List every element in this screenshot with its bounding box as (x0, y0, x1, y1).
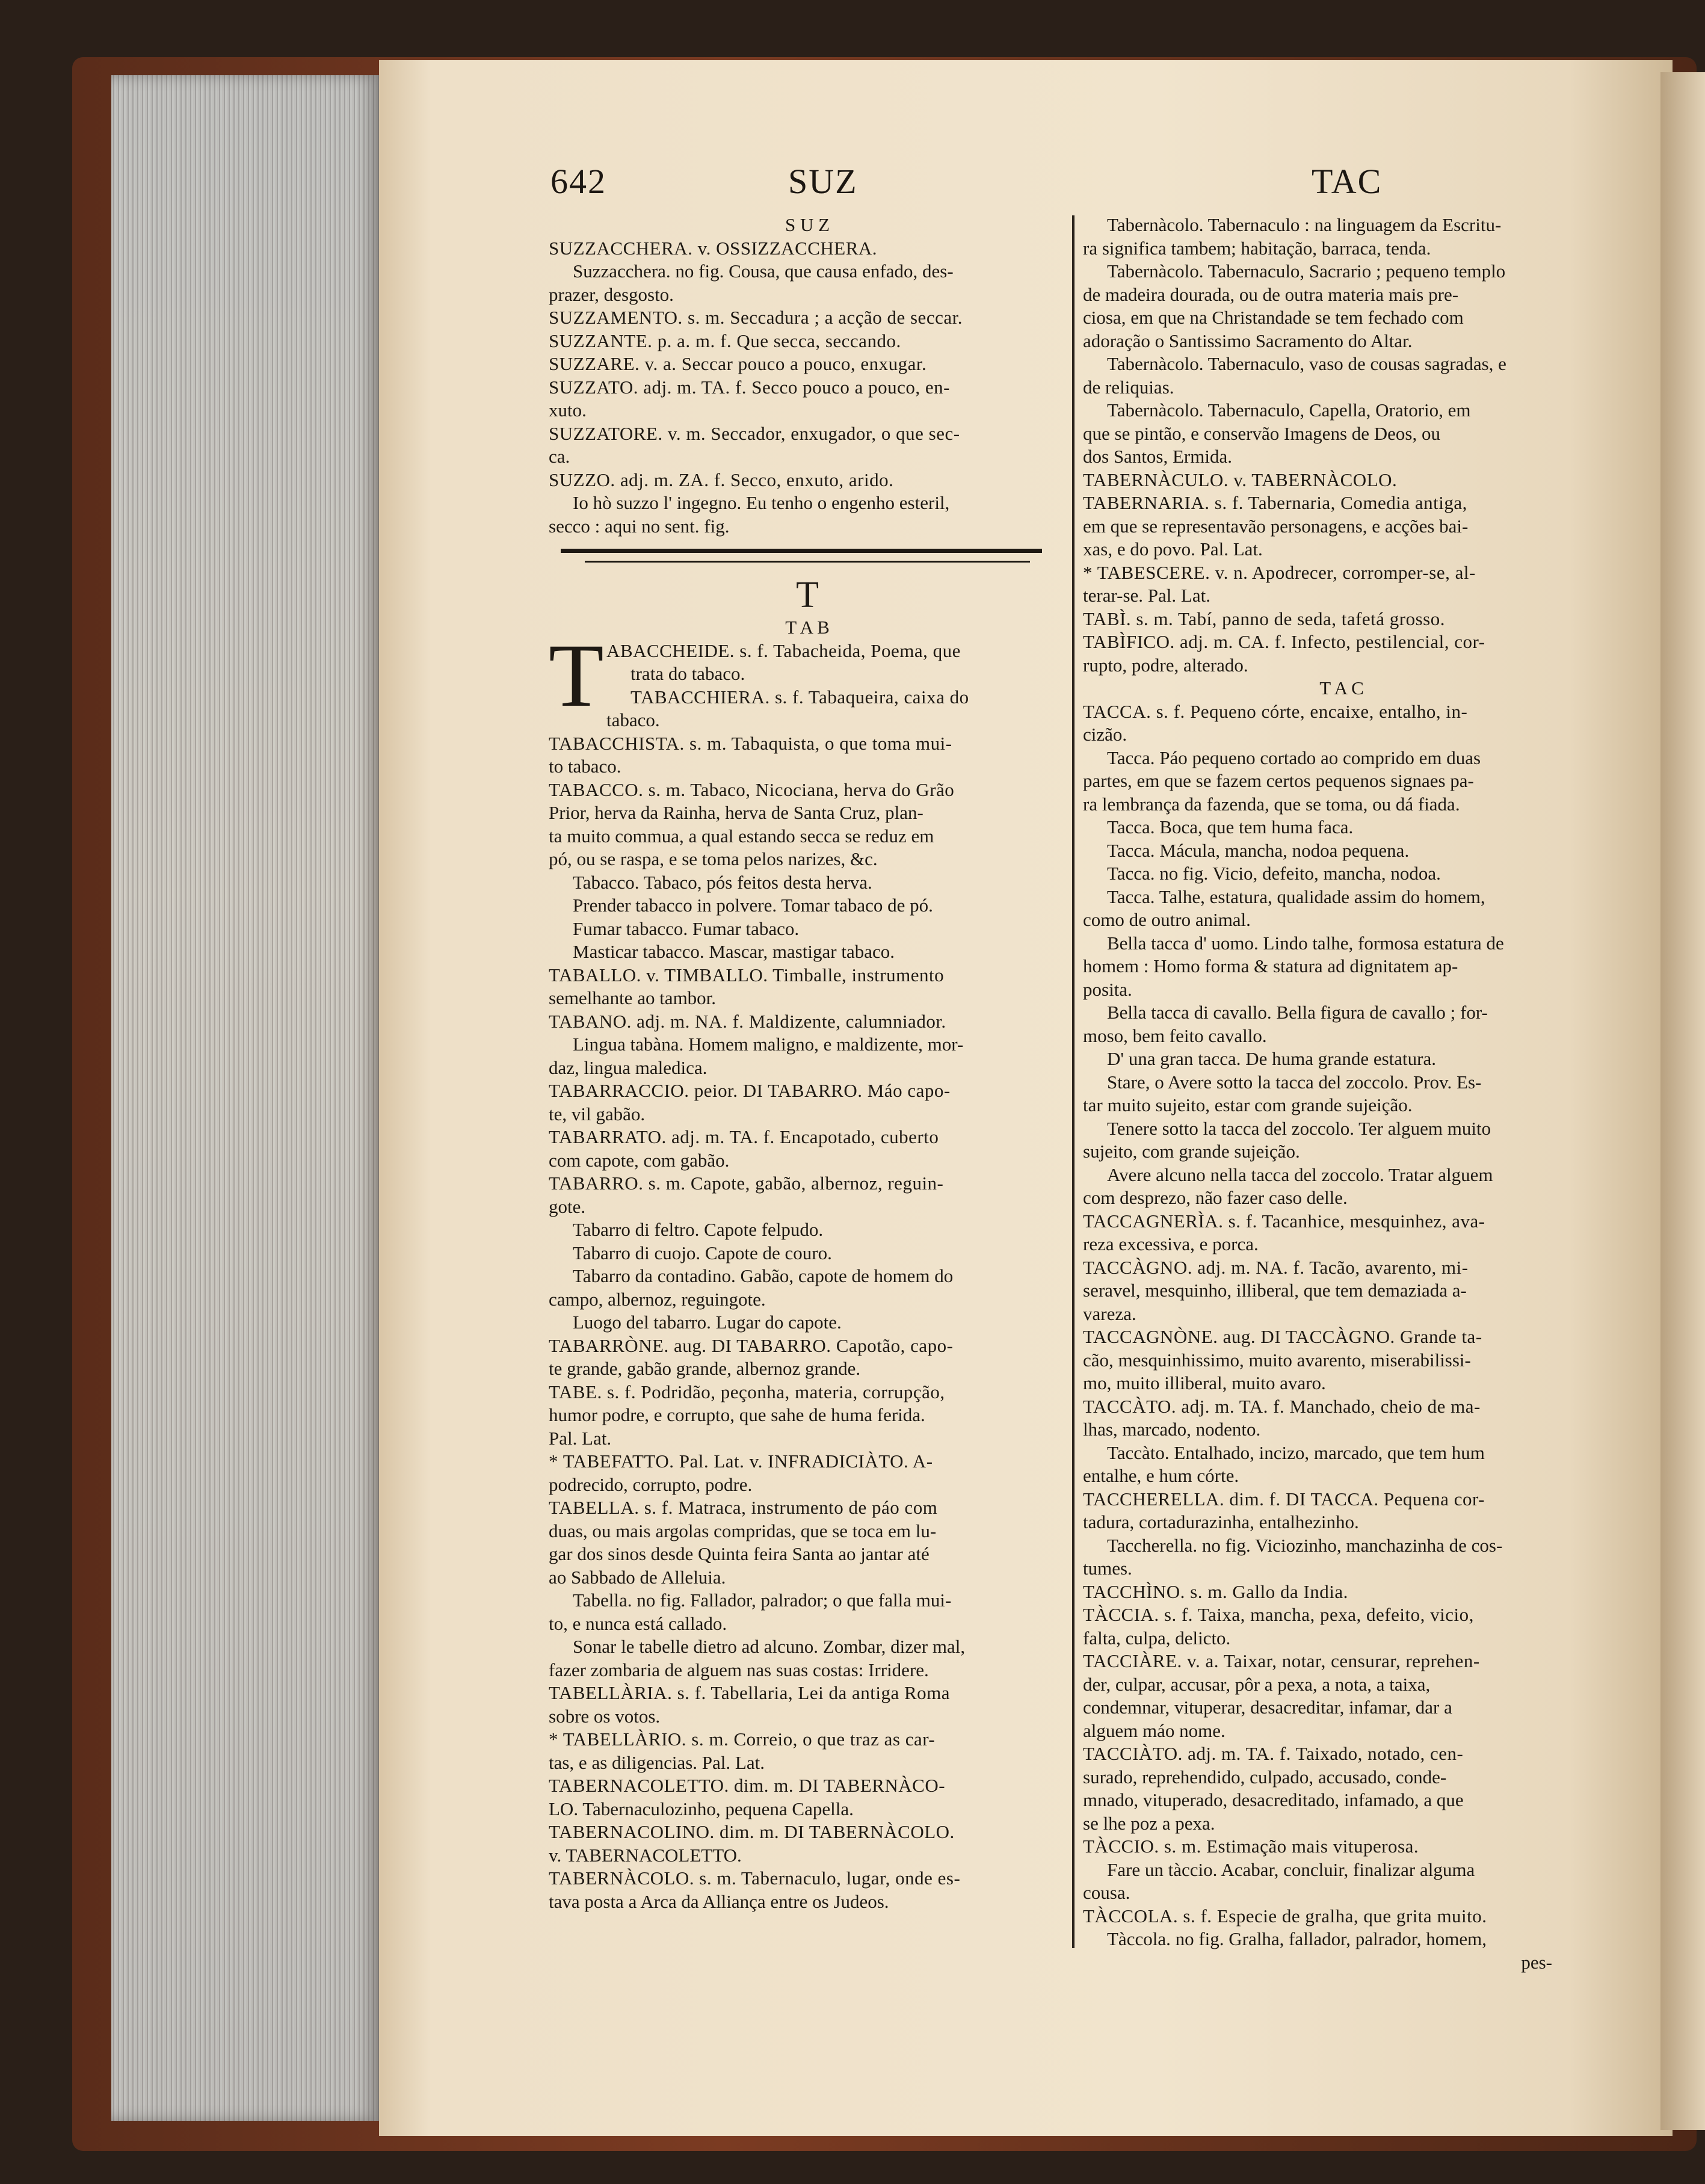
entry-line: terar-se. Pal. Lat. (1083, 585, 1210, 606)
entry-line: TACCAGNÒNE. aug. DI TACCÀGNO. Grande ta- (1083, 1326, 1482, 1347)
entry-line: de reliquias. (1083, 376, 1174, 398)
entry-line: Stare, o Avere sotto la tacca del zoccolo. Prov. Es- (1107, 1071, 1482, 1093)
entry-line: SUZZATORE. v. m. Seccador, enxugador, o que sec- (549, 422, 960, 444)
entry-line: * TABESCERE. v. n. Apodrecer, corromper-se, al- (1083, 561, 1476, 583)
entry-line: ca. (549, 446, 570, 467)
entry-line: TABERNÀCULO. v. TABERNÀCOLO. (1083, 469, 1398, 490)
entry-line: der, culpar, accusar, pôr a pexa, a nota, a taixa, (1083, 1673, 1431, 1695)
entry-line: podrecido, corrupto, podre. (549, 1473, 753, 1495)
entry-line: sujeito, com grande sujeição. (1083, 1141, 1300, 1162)
section-heading: T A B (785, 617, 830, 638)
entry-line: semelhante ao tambor. (549, 987, 717, 1008)
entry-line: TACCA. s. f. Pequeno córte, encaixe, entalho, in- (1083, 700, 1468, 722)
entry-line: Tacca. Boca, que tem huma faca. (1107, 816, 1354, 838)
entry-line: Tacca. Páo pequeno cortado ao comprido em duas (1107, 747, 1481, 768)
entry-line: SUZZARE. v. a. Seccar pouco a pouco, enxugar. (549, 353, 927, 374)
entry-line: condemnar, vituperar, desacreditar, infamar, dar a (1083, 1697, 1452, 1718)
entry-line: pó, ou se raspa, e se toma pelos narizes, &c. (549, 848, 878, 869)
entry-line: TABELLÀRIA. s. f. Tabellaria, Lei da antiga Roma (549, 1682, 951, 1703)
entry-line: to, e nunca está callado. (549, 1612, 727, 1634)
entry-line: se lhe poz a pexa. (1083, 1812, 1215, 1834)
entry-line: que se pintão, e conservão Imagens de Deos, ou (1083, 422, 1440, 444)
entry-line: TÀCCIO. s. m. Estimação mais vituperosa. (1083, 1836, 1419, 1857)
entry-line: Io hò suzzo l' ingegno. Eu tenho o engenho esteril, (573, 492, 950, 513)
entry-line: humor podre, e corrupto, que sahe de huma ferida. (549, 1404, 925, 1425)
drop-cap-letter: T (549, 625, 604, 726)
entry-line: ao Sabbado de Alleluia. (549, 1566, 726, 1588)
entry-line: Tabarro di cuojo. Capote de couro. (573, 1242, 832, 1263)
section-heading: T A C (1319, 677, 1364, 699)
entry-line: posita. (1083, 978, 1132, 1000)
entry-line: Luogo del tabarro. Lugar do capote. (573, 1312, 842, 1333)
entry-line: com capote, com gabão. (549, 1149, 730, 1171)
entry-line: Tabella. no fig. Fallador, palrador; o que falla mui- (573, 1590, 952, 1611)
entry-line: Masticar tabacco. Mascar, mastigar tabaco. (573, 941, 895, 962)
entry-line: Bella tacca d' uomo. Lindo talhe, formosa estatura de (1107, 932, 1504, 954)
entry-line: xas, e do povo. Pal. Lat. (1083, 538, 1263, 560)
section-heading: S U Z (785, 214, 830, 235)
entry-line: TABERNARIA. s. f. Tabernaria, Comedia antiga, (1083, 492, 1467, 513)
entry-line: TÀCCIA. s. f. Taixa, mancha, pexa, defeito, vicio, (1083, 1604, 1474, 1625)
entry-line: TABÌ. s. m. Tabí, panno de seda, tafetá grosso. (1083, 608, 1445, 629)
entry-line: Tabernàcolo. Tabernaculo, vaso de cousas sagradas, e (1107, 353, 1506, 374)
entry-line: Taccàto. Entalhado, incizo, marcado, que tem hum (1107, 1442, 1485, 1463)
entry-line: TACCHÌNO. s. m. Gallo da India. (1083, 1581, 1348, 1602)
entry-line: Lingua tabàna. Homem maligno, e maldizente, mor- (573, 1034, 964, 1055)
entry-line: pes- (1521, 1951, 1552, 1973)
entry-line: SUZZANTE. p. a. m. f. Que secca, seccando. (549, 330, 901, 351)
entry-line: TABACCHIERA. s. f. Tabaqueira, caixa do (631, 686, 969, 708)
entry-line: to tabaco. (549, 756, 621, 777)
entry-line: sobre os votos. (549, 1705, 661, 1727)
letter-heading: T (796, 575, 819, 615)
entry-line: cão, mesquinhissimo, muito avarento, miserabilissi- (1083, 1349, 1471, 1371)
entry-line: SUZZATO. adj. m. TA. f. Secco pouco a pouco, en- (549, 376, 950, 398)
entry-line: Sonar le tabelle dietro ad alcuno. Zombar, dizer mal, (573, 1636, 966, 1657)
entry-line: fazer zombaria de alguem nas suas costas: Irridere. (549, 1659, 929, 1680)
entry-line: TABÌFICO. adj. m. CA. f. Infecto, pestilencial, cor- (1083, 631, 1485, 652)
entry-line: TABERNACOLETTO. dim. m. DI TABERNÀCO- (549, 1775, 946, 1796)
entry-line: Bella tacca di cavallo. Bella figura de cavallo ; for- (1107, 1002, 1488, 1023)
entry-line: cizão. (1083, 724, 1127, 745)
entry-line: * TABELLÀRIO. s. m. Correio, o que traz as car- (549, 1729, 936, 1750)
entry-line: TABARRACCIO. peior. DI TABARRO. Máo capo- (549, 1080, 951, 1101)
entry-line: daz, lingua maledica. (549, 1057, 708, 1078)
entry-line: SUZZACCHERA. v. OSSIZZACCHERA. (549, 237, 878, 259)
entry-line: secco : aqui no sent. fig. (549, 515, 730, 537)
entry-line: Tabernàcolo. Tabernaculo, Capella, Oratorio, em (1107, 399, 1471, 421)
entry-line: campo, albernoz, reguingote. (549, 1288, 766, 1310)
entry-line: TACCAGNERÌA. s. f. Tacanhice, mesquinhez, ava- (1083, 1210, 1485, 1232)
section-separator (549, 538, 1066, 574)
entry-line: TABACCO. s. m. Tabaco, Nicociana, herva do Grão (549, 779, 955, 800)
entry-line: Taccherella. no fig. Viciozinho, manchazinha de cos- (1107, 1534, 1503, 1556)
entry-line: TACCIÀTO. adj. m. TA. f. Taixado, notado, cen- (1083, 1743, 1464, 1764)
page-block-edge (111, 75, 382, 2121)
entry-line: falta, culpa, delicto. (1083, 1627, 1231, 1649)
entry-line: Tabernàcolo. Tabernaculo, Sacrario ; pequeno templo (1107, 261, 1506, 282)
entry-line: adoração o Santissimo Sacramento do Altar. (1083, 330, 1413, 351)
entry-line: Tabernàcolo. Tabernaculo : na linguagem da Escritu- (1107, 214, 1502, 235)
entry-line: de madeira dourada, ou de outra materia mais pre- (1083, 283, 1459, 305)
entry-line: gote. (549, 1195, 586, 1217)
entry-line: mo, muito illiberal, muito avaro. (1083, 1372, 1326, 1393)
entry-line: seravel, mesquinho, illiberal, que tem demaziada a- (1083, 1280, 1467, 1301)
column-divider (1072, 215, 1074, 1948)
entry-line: TACCHERELLA. dim. f. DI TACCA. Pequena cor- (1083, 1488, 1485, 1510)
right-guide-word: TAC (1312, 162, 1383, 201)
entry-line: rupto, podre, alterado. (1083, 654, 1248, 676)
entry-line: prazer, desgosto. (549, 283, 674, 305)
left-guide-word: SUZ (788, 162, 858, 201)
entry-line: Tabarro da contadino. Gabão, capote de homem do (573, 1265, 954, 1286)
entry-line: D' una gran tacca. De huma grande estatura. (1107, 1048, 1436, 1069)
entry-line: Fare un tàccio. Acabar, concluir, finalizar alguma (1107, 1859, 1475, 1880)
dropcap-entry (549, 625, 1066, 732)
entry-line: te grande, gabão grande, albernoz grande. (549, 1358, 861, 1379)
entry-line: cousa. (1083, 1882, 1130, 1903)
entry-line: TABELLA. s. f. Matraca, instrumento de páo com (549, 1497, 938, 1518)
entry-line: partes, em que se fazem certos pequenos signaes pa- (1083, 770, 1474, 791)
entry-line: Tabacco. Tabaco, pós feitos desta herva. (573, 871, 872, 893)
entry-line: duas, ou mais argolas compridas, que se toca em lu- (549, 1520, 937, 1541)
entry-line: com desprezo, não fazer caso delle. (1083, 1187, 1348, 1208)
entry-line: tava posta a Arca da Alliança entre os Judeos. (549, 1890, 889, 1912)
entry-line: vareza. (1083, 1303, 1136, 1324)
entry-line: moso, bem feito cavallo. (1083, 1025, 1267, 1046)
entry-line: Suzzacchera. no fig. Cousa, que causa enfado, des- (573, 261, 954, 282)
entry-line: TABARRO. s. m. Capote, gabão, albernoz, reguin- (549, 1173, 944, 1194)
entry-line: xuto. (549, 399, 587, 421)
entry-line: ra lembrança da fazenda, que se toma, ou dá fiada. (1083, 793, 1460, 815)
entry-line: TABERNACOLINO. dim. m. DI TABERNÀCOLO. (549, 1821, 955, 1842)
entry-line: dos Santos, Ermida. (1083, 446, 1232, 467)
page-number: 642 (550, 162, 606, 201)
entry-line: te, vil gabão. (549, 1103, 646, 1124)
entry-line: tadura, cortadurazinha, entalhezinho. (1083, 1511, 1359, 1532)
entry-line: SUZZAMENTO. s. m. Seccadura ; a acção de seccar. (549, 307, 963, 328)
entry-line: Prior, herva da Rainha, herva de Santa Cruz, plan- (549, 802, 923, 823)
entry-line: ABACCHEIDE. s. f. Tabacheida, Poema, que (606, 640, 961, 661)
entry-line: Tenere sotto la tacca del zoccolo. Ter alguem muito (1107, 1117, 1491, 1139)
entry-line: como de outro animal. (1083, 909, 1251, 930)
entry-line: TÀCCOLA. s. f. Especie de gralha, que grita muito. (1083, 1905, 1487, 1926)
entry-line: TABARRÒNE. aug. DI TABARRO. Capotão, capo- (549, 1334, 954, 1356)
entry-line: mnado, vituperado, desacreditado, infamado, a que (1083, 1789, 1464, 1810)
entry-line: gar dos sinos desde Quinta feira Santa ao jantar até (549, 1543, 930, 1564)
entry-line: v. TABERNACOLETTO. (549, 1844, 742, 1866)
entry-line: reza excessiva, e porca. (1083, 1233, 1259, 1254)
entry-line: tar muito sujeito, estar com grande sujeição. (1083, 1094, 1413, 1115)
entry-line: ciosa, em que na Christandade se tem fechado com (1083, 307, 1464, 328)
entry-line: trata do tabaco. (631, 663, 745, 684)
entry-line: LO. Tabernaculozinho, pequena Capella. (549, 1798, 854, 1819)
entry-line: em que se representavão personagens, e acções bai- (1083, 515, 1469, 537)
entry-line: Avere alcuno nella tacca del zoccolo. Tratar alguem (1107, 1164, 1493, 1185)
entry-line: surado, reprehendido, culpado, accusado, conde- (1083, 1766, 1447, 1788)
entry-line: Tabarro di feltro. Capote felpudo. (573, 1219, 824, 1240)
entry-line: SUZZO. adj. m. ZA. f. Secco, enxuto, arido. (549, 469, 894, 490)
entry-line: TACCÀTO. adj. m. TA. f. Manchado, cheio de ma- (1083, 1395, 1481, 1417)
entry-line: TABE. s. f. Podridão, peçonha, materia, corrupção, (549, 1381, 945, 1402)
entry-line: homem : Homo forma & statura ad dignitatem ap- (1083, 955, 1458, 976)
entry-line: tumes. (1083, 1558, 1132, 1579)
facing-page-edge (1660, 72, 1705, 2130)
entry-line: TABANO. adj. m. NA. f. Maldizente, calumniador. (549, 1010, 946, 1032)
entry-line: entalhe, e hum córte. (1083, 1465, 1239, 1486)
entry-line: Prender tabacco in polvere. Tomar tabaco de pó. (573, 895, 933, 916)
right-column (1083, 214, 1600, 1974)
entry-line: Tàccola. no fig. Gralha, fallador, palrador, homem, (1107, 1928, 1487, 1949)
entry-line: TABALLO. v. TIMBALLO. Timballe, instrumento (549, 964, 945, 986)
entry-line: TACCÀGNO. adj. m. NA. f. Tacão, avarento, mi- (1083, 1256, 1469, 1278)
entry-line: ta muito commua, a qual estando secca se reduz em (549, 825, 934, 847)
entry-line: Fumar tabacco. Fumar tabaco. (573, 918, 800, 939)
entry-line: TABERNÀCOLO. s. m. Tabernaculo, lugar, onde es- (549, 1868, 961, 1889)
entry-line: lhas, marcado, nodento. (1083, 1419, 1261, 1440)
left-column (549, 214, 1066, 1913)
entry-line: Pal. Lat. (549, 1427, 612, 1449)
entry-line: tas, e as diligencias. Pal. Lat. (549, 1751, 765, 1773)
entry-line: Tacca. no fig. Vicio, defeito, mancha, nodoa. (1107, 863, 1441, 884)
entry-line: TACCIÀRE. v. a. Taixar, notar, censurar, reprehen- (1083, 1650, 1480, 1671)
entry-line: tabaco. (606, 709, 660, 730)
entry-line: TABARRATO. adj. m. TA. f. Encapotado, cuberto (549, 1126, 939, 1147)
entry-line: TABACCHISTA. s. m. Tabaquista, o que toma mui- (549, 732, 952, 754)
entry-line: ra significa tambem; habitação, barraca, tenda. (1083, 237, 1431, 259)
entry-line: Tacca. Mácula, mancha, nodoa pequena. (1107, 839, 1410, 861)
entry-line: Tacca. Talhe, estatura, qualidade assim do homem, (1107, 886, 1485, 907)
entry-line: alguem máo nome. (1083, 1720, 1226, 1741)
entry-line: * TABEFATTO. Pal. Lat. v. INFRADICIÀTO. A- (549, 1451, 933, 1472)
